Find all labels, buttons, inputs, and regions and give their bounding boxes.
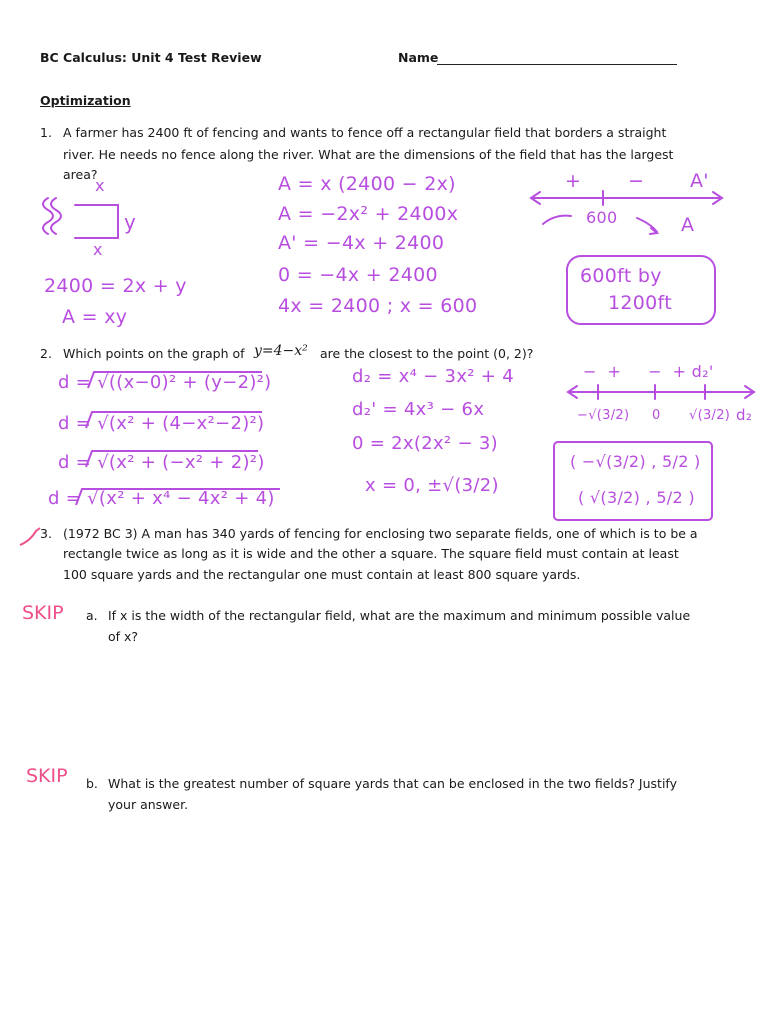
hw-p2-tick-zero: 0 bbox=[652, 408, 661, 423]
hw-p2-tick-fn: d₂ bbox=[736, 406, 753, 424]
name-field-line[interactable] bbox=[437, 64, 677, 65]
hw-p1-sign-minus: − bbox=[628, 170, 645, 192]
sign-arrow-left-2 bbox=[568, 386, 577, 398]
problem-3-line-3: 100 square yards and the rectangular one must contain at least 800 square yards. bbox=[63, 567, 581, 582]
hw-p2-e4: x = 0, ±√(3/2) bbox=[365, 475, 499, 496]
problem-2-text-before: Which points on the graph of bbox=[63, 346, 245, 361]
problem-3a-line-2: of x? bbox=[108, 629, 139, 644]
hw-p1-sign-plus: + bbox=[565, 170, 582, 192]
problem-1-line-1: A farmer has 2400 ft of fencing and wants to fence off a rectangular field that borders a straight bbox=[63, 125, 667, 140]
hw-diagram-y: y bbox=[124, 210, 137, 234]
hw-diagram-x-top: x bbox=[95, 176, 105, 195]
hw-p2-tick-left: −√(3/2) bbox=[577, 408, 630, 423]
problem-2-equation: y=4−x² bbox=[254, 343, 308, 359]
problem-3a-label: a. bbox=[86, 608, 98, 623]
hw-p2-e2: d₂' = 4x³ − 6x bbox=[352, 399, 485, 420]
section-title: Optimization bbox=[40, 93, 131, 108]
sign-arrow-down-head bbox=[650, 228, 657, 234]
river-squiggle-2 bbox=[43, 198, 53, 234]
hw-p2-answer-1: ( −√(3/2) , 5/2 ) bbox=[570, 452, 701, 471]
hw-p1-area: A = xy bbox=[62, 306, 128, 328]
problem-3a-line-1: If x is the width of the rectangular field, what are the maximum and minimum possible value bbox=[108, 608, 691, 623]
problem-1-line-3: area? bbox=[63, 167, 98, 182]
hw-p2-d3: d = √(x² + (−x² + 2)²) bbox=[58, 452, 265, 473]
worksheet-title: BC Calculus: Unit 4 Test Review bbox=[40, 50, 262, 65]
river-squiggle-1 bbox=[51, 198, 61, 234]
sign-chart-2 bbox=[568, 385, 754, 399]
sign-arrow-right-1 bbox=[713, 192, 722, 204]
sign-arrow-down bbox=[637, 218, 657, 232]
name-label: Name bbox=[398, 50, 439, 65]
hw-p1-eq4: 0 = −4x + 2400 bbox=[278, 264, 438, 286]
hw-skip-b: SKIP bbox=[26, 765, 68, 787]
hw-p2-e1: d₂ = x⁴ − 3x² + 4 bbox=[352, 366, 514, 387]
hw-p2-signs: − + − + d₂' bbox=[583, 362, 714, 381]
problem-3b-line-2: your answer. bbox=[108, 797, 189, 812]
hw-skip-a: SKIP bbox=[22, 602, 64, 624]
hw-p2-e3: 0 = 2x(2x² − 3) bbox=[352, 433, 498, 454]
hw-p2-d4: d = √(x² + x⁴ − 4x² + 4) bbox=[48, 488, 275, 509]
hw-p2-d1: d = √((x−0)² + (y−2)²) bbox=[58, 372, 272, 393]
hw-p1-sign-value: 600 bbox=[586, 208, 618, 227]
problem-3-number: 3. bbox=[40, 526, 52, 541]
problem-3-line-1: (1972 BC 3) A man has 340 yards of fencing for enclosing two separate fields, one of which is to be a bbox=[63, 526, 698, 541]
problem-1-line-2: river. He needs no fence along the river. What are the dimensions of the field that has the largest bbox=[63, 147, 674, 162]
hw-p1-eq3: A' = −4x + 2400 bbox=[278, 232, 445, 254]
hw-p2-d2: d = √(x² + (4−x²−2)²) bbox=[58, 413, 265, 434]
problem-3-line-2: rectangle twice as long as it is wide and the other a square. The square field must contain at least bbox=[63, 546, 679, 561]
hw-p1-sign-fn: A bbox=[681, 214, 695, 236]
hw-p1-constraint: 2400 = 2x + y bbox=[44, 275, 187, 297]
hw-p1-answer-line-2: 1200ft bbox=[608, 292, 672, 314]
problem-2-number: 2. bbox=[40, 346, 52, 361]
hw-diagram-x-bottom: x bbox=[93, 240, 103, 259]
hw-p1-eq5: 4x = 2400 ; x = 600 bbox=[278, 295, 478, 317]
sign-arrow-up bbox=[543, 216, 571, 224]
problem-3b-label: b. bbox=[86, 776, 98, 791]
sign-arrow-left-1 bbox=[531, 192, 540, 204]
problem-2-text-after: are the closest to the point (0, 2)? bbox=[320, 346, 534, 361]
hw-p1-answer-line-1: 600ft by bbox=[580, 265, 662, 287]
sign-arrow-right-2 bbox=[745, 386, 754, 398]
hw-p1-eq2: A = −2x² + 2400x bbox=[278, 203, 459, 225]
hw-p2-answer-2: ( √(3/2) , 5/2 ) bbox=[578, 488, 695, 507]
field-rectangle bbox=[75, 205, 118, 238]
check-mark bbox=[20, 528, 40, 545]
problem-1-number: 1. bbox=[40, 125, 52, 140]
hw-p1-sign-label: A' bbox=[690, 170, 709, 192]
hw-p1-eq1: A = x (2400 − 2x) bbox=[278, 173, 456, 195]
fence-diagram bbox=[43, 198, 118, 238]
problem-3b-line-1: What is the greatest number of square yards that can be enclosed in the two fields? Justify bbox=[108, 776, 677, 791]
hw-p2-tick-right: √(3/2) bbox=[689, 408, 731, 423]
